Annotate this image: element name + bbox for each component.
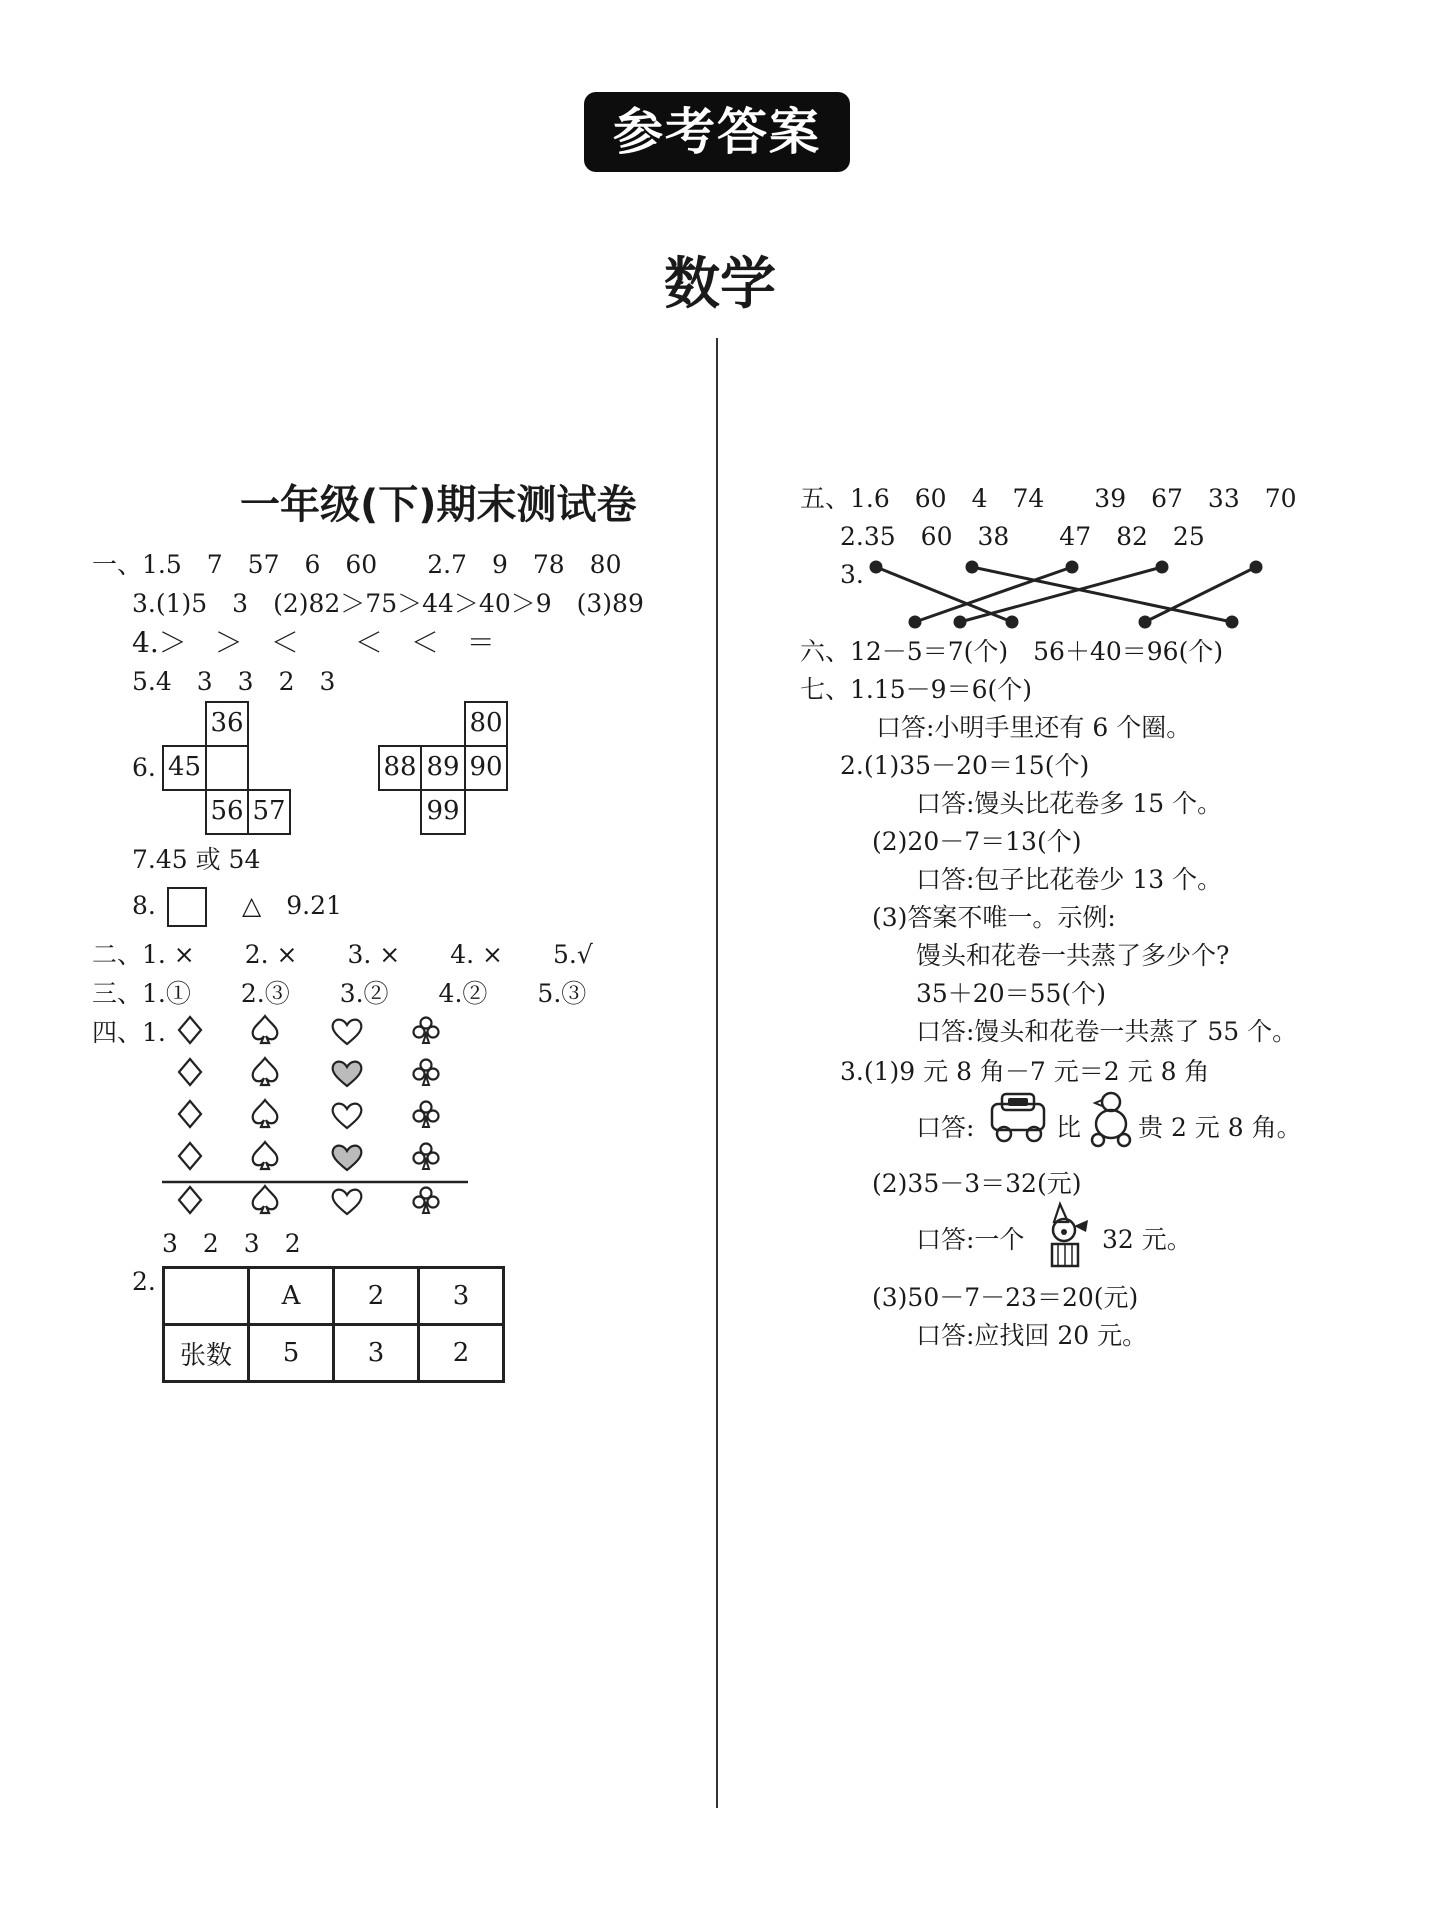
sec7-line: 3.(1)9 元 8 角－7 元＝2 元 8 角 xyxy=(840,1057,1210,1086)
toy-car-icon xyxy=(986,1090,1050,1148)
ans33: 口答:应找回 20 元。 xyxy=(916,1321,1148,1350)
q8-rest: △ 9.21 xyxy=(242,891,342,920)
sec4-label: 四、1. xyxy=(92,1018,166,1047)
table-row xyxy=(164,1325,504,1382)
grid-cell-empty xyxy=(205,745,249,791)
sec7-line: (3)答案不唯一。示例: xyxy=(872,903,1116,932)
table-cell: 张数 xyxy=(164,1325,249,1382)
card-count-table xyxy=(162,1266,505,1383)
sec7-line: 口答:包子比花卷少 13 个。 xyxy=(916,865,1223,894)
q32-equation: (2)35－3＝32(元) xyxy=(872,1169,1082,1198)
ans31-prefix: 口答: xyxy=(916,1113,975,1142)
sec7-line: 口答:馒头比花卷多 15 个。 xyxy=(916,789,1223,818)
sec7-line: 七、1.15－9＝6(个) xyxy=(800,675,1032,704)
grid-cell: 90 xyxy=(464,745,508,791)
sec1-line4: 4.＞ ＞ ＜ ＜ ＜ ＝ xyxy=(132,626,495,659)
matching-lines xyxy=(860,555,1280,630)
grid-cell: 89 xyxy=(420,745,466,791)
table-cell: A xyxy=(249,1268,334,1325)
sec6-answers: 六、12－5＝7(个) 56＋40＝96(个) xyxy=(800,637,1224,666)
square-shape xyxy=(167,887,207,927)
sec7-line: (2)20－7＝13(个) xyxy=(872,827,1082,856)
sec7-line: 馒头和花卷一共蒸了多少个? xyxy=(916,941,1230,970)
ans31-suffix: 贵 2 元 8 角。 xyxy=(1138,1113,1302,1142)
q7-answer: 7.45 或 54 xyxy=(132,845,261,874)
sec7-line: 2.(1)35－20＝15(个) xyxy=(840,751,1090,780)
grid-cell: 45 xyxy=(162,745,207,791)
sec1-line1: 一、1.5 7 57 6 60 2.7 9 78 80 xyxy=(92,550,622,579)
sec5-line3-label: 3. xyxy=(840,560,864,589)
exam-title: 一年级(下)期末测试卷 xyxy=(240,482,637,528)
table-cell xyxy=(164,1268,249,1325)
ans32-suffix: 32 元。 xyxy=(1102,1225,1192,1254)
grid-cell: 57 xyxy=(247,789,291,835)
sec3-answers: 三、1.① 2.③ 3.② 4.② 5.③ xyxy=(92,979,587,1008)
sec7-line: 口答:小明手里还有 6 个圈。 xyxy=(876,713,1192,742)
sec2-answers: 二、1. × 2. × 3. × 4. × 5.√ xyxy=(92,940,593,969)
sec4-counts: 3 2 3 2 xyxy=(162,1229,301,1258)
toy-clown-icon xyxy=(1040,1200,1096,1272)
table-cell: 3 xyxy=(334,1325,419,1382)
q42-label: 2. xyxy=(132,1267,156,1296)
diamond-icon xyxy=(179,1017,201,1213)
q33-equation: (3)50－7－23＝20(元) xyxy=(872,1283,1139,1312)
grid-cell: 36 xyxy=(205,701,249,747)
grid-cell: 88 xyxy=(378,745,422,791)
sec7-line: 口答:馒头和花卷一共蒸了 55 个。 xyxy=(916,1017,1298,1046)
column-divider xyxy=(716,338,718,1808)
table-cell: 3 xyxy=(419,1268,504,1325)
heart-icon xyxy=(333,1020,362,1214)
subject-title: 数学 xyxy=(664,252,776,317)
table-cell: 2 xyxy=(334,1268,419,1325)
spade-icon xyxy=(253,1016,278,1213)
table-cell: 2 xyxy=(419,1325,504,1382)
ans31-compare: 比 xyxy=(1056,1113,1082,1142)
q8-label: 8. xyxy=(132,891,156,920)
club-icon xyxy=(414,1018,439,1214)
suit-symbol-chart xyxy=(160,1010,490,1225)
toy-chicken-icon xyxy=(1085,1088,1135,1148)
ans32-prefix: 口答:一个 xyxy=(916,1225,1025,1254)
sec7-line: 35＋20＝55(个) xyxy=(916,979,1106,1008)
sec5-line2: 2.35 60 38 47 82 25 xyxy=(840,522,1205,551)
table-row xyxy=(164,1268,504,1325)
sec5-line1: 五、1.6 60 4 74 39 67 33 70 xyxy=(800,484,1297,513)
grid-cell: 80 xyxy=(464,701,508,747)
grid-cell: 56 xyxy=(205,789,249,835)
q6-label: 6. xyxy=(132,753,156,782)
grid-cell: 99 xyxy=(420,789,466,835)
answer-badge: 参考答案 xyxy=(584,92,850,172)
table-cell: 5 xyxy=(249,1325,334,1382)
sec1-line3: 3.(1)5 3 (2)82＞75＞44＞40＞9 (3)89 xyxy=(132,589,644,618)
sec1-line5: 5.4 3 3 2 3 xyxy=(132,667,336,696)
